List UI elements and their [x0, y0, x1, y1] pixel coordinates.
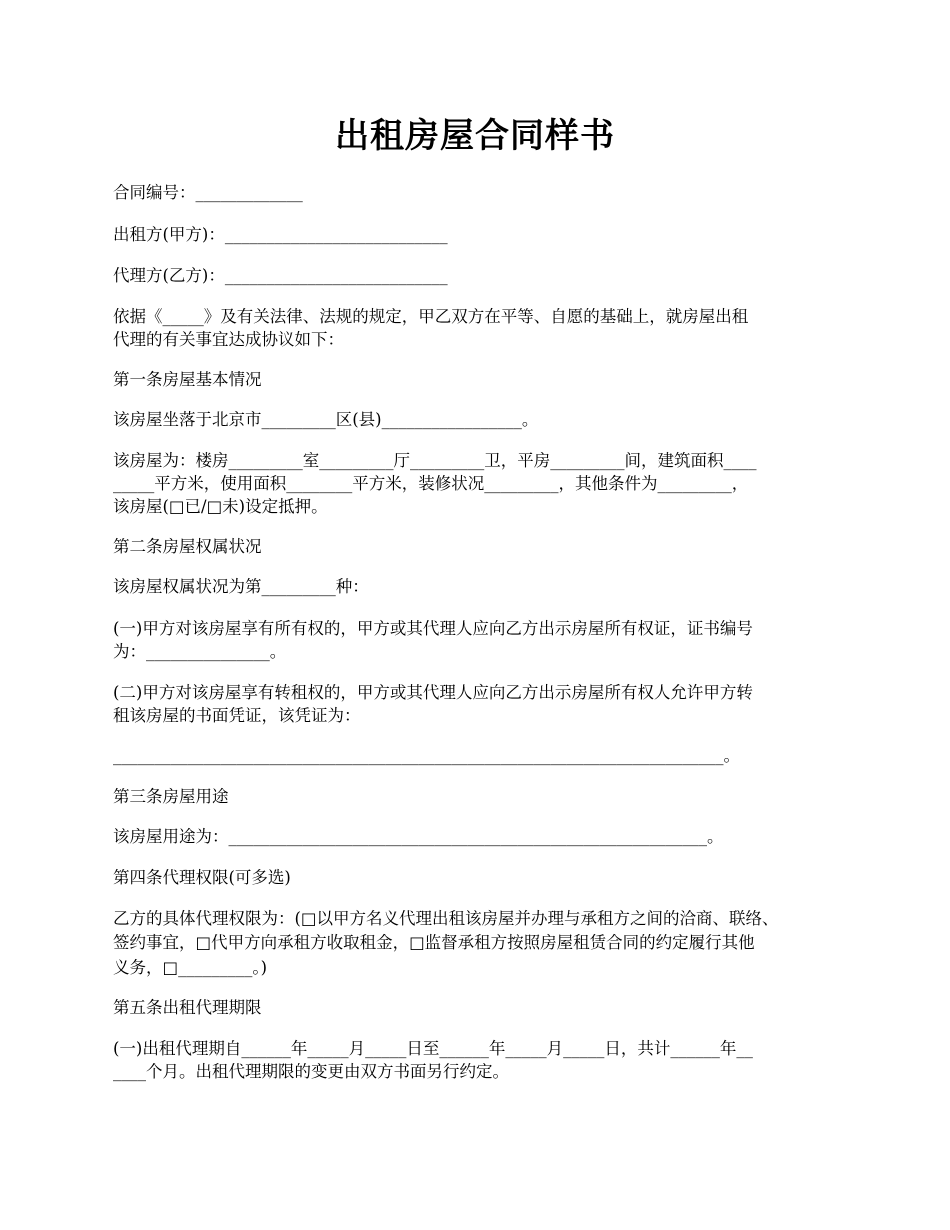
paragraph-line: 该房屋为：楼房_________室_________厅_________卫，平房_________间，建筑面积____ [113, 451, 757, 470]
paragraph-line: 该房屋权属状况为第_________种： [113, 577, 369, 596]
paragraph-line: ____个月。出租代理期限的变更由双方书面另行约定。 [113, 1062, 509, 1081]
contract-number-line: 合同编号：_____________ [113, 183, 303, 202]
paragraph-line: 该房屋用途为：__________________________________________________________。 [113, 827, 724, 846]
paragraph-line: (一)甲方对该房屋享有所有权的，甲方或其代理人应向乙方出示房屋所有权证，证书编号 [113, 619, 753, 638]
paragraph-line: 为：_______________。 [113, 642, 287, 661]
article-heading: 第三条房屋用途 [113, 787, 229, 806]
article-heading: 第五条出租代理期限 [113, 998, 262, 1017]
paragraph-line: 该房屋(□已/□未)设定抵押。 [113, 497, 328, 516]
paragraph-line: 签约事宜，□代甲方向承租方收取租金，□监督承租方按照房屋租赁合同的约定履行其他 [113, 933, 755, 952]
paragraph-line: (一)出租代理期自______年_____月_____日至______年_____月_____日，共计______年__ [113, 1039, 753, 1058]
preamble-line: 依据《_____》及有关法律、法规的规定，甲乙双方在平等、自愿的基础上，就房屋出租 [113, 307, 749, 326]
article-heading: 第一条房屋基本情况 [113, 370, 262, 389]
paragraph-line: __________________________________________________________________________。 [113, 746, 740, 765]
page-title: 出租房屋合同样书 [335, 116, 615, 156]
paragraph-line: (二)甲方对该房屋享有转租权的，甲方或其代理人应向乙方出示房屋所有权人允许甲方转 [113, 683, 753, 702]
agent-line: 代理方(乙方)：___________________________ [113, 266, 448, 285]
paragraph-line: 租该房屋的书面凭证，该凭证为： [113, 706, 361, 725]
article-heading: 第二条房屋权属状况 [113, 537, 262, 556]
lessor-line: 出租方(甲方)：___________________________ [113, 225, 448, 244]
paragraph-line: 义务，□_________。) [113, 958, 268, 977]
article-heading: 第四条代理权限(可多选) [113, 868, 291, 887]
paragraph-line: 该房屋坐落于北京市_________区(县)_________________。 [113, 410, 539, 429]
preamble-line: 代理的有关事宜达成协议如下： [113, 330, 344, 349]
paragraph-line: 乙方的具体代理权限为：(□以甲方名义代理出租该房屋并办理与承租方之间的洽商、联络、 [113, 909, 779, 928]
paragraph-line: _____平方米，使用面积________平方米，装修状况_________，其他条件为_________， [113, 474, 749, 493]
